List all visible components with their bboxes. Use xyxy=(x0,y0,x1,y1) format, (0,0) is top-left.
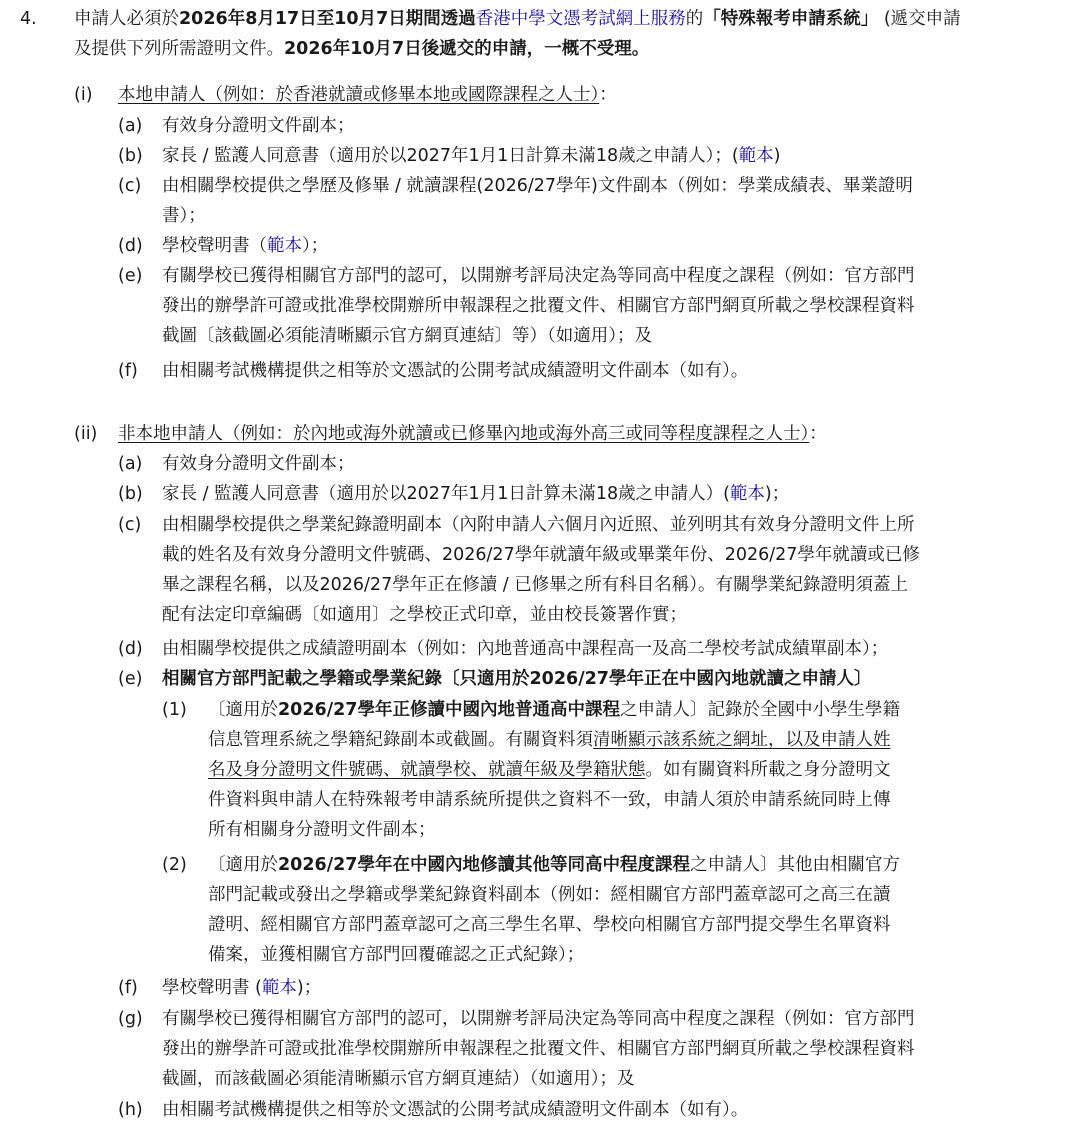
local-item-marker: (c) xyxy=(118,176,142,196)
text-run: 有效身分證明文件副本； xyxy=(162,454,355,474)
nonlocal-item-line xyxy=(162,973,321,1003)
text-run: 備案，並獲相關官方部門回覆確認之正式紀錄）； xyxy=(208,945,585,965)
nonlocal-item-line xyxy=(162,479,789,509)
text-run: 證明、經相關官方部門蓋章認可之高三學生名單、學校向相關官方部門提交學生名單資料 xyxy=(208,915,891,935)
text-run: ）； xyxy=(302,236,329,256)
local-item-line xyxy=(162,171,913,201)
text-run: )； xyxy=(296,978,322,998)
link[interactable]: 範本 xyxy=(738,146,774,166)
text-run: 所有相關身分證明文件副本； xyxy=(208,820,436,840)
local-item-marker: (b) xyxy=(118,146,143,166)
text-run: 學校聲明書（ xyxy=(162,236,267,256)
text-run: 申請人必須於 xyxy=(74,9,179,29)
text-run: 由相關考試機構提供之相等於文憑試的公開考試成績證明文件副本（如有）。 xyxy=(162,1100,749,1120)
text-run: 信息管理系統之學籍紀錄副本或截圖。有關資料須 xyxy=(208,730,593,750)
nonlocal-item-marker: (a) xyxy=(118,454,143,474)
underlined-text: 非本地申請人（例如：於內地或海外就讀或已修畢內地或海外高三或同等程度課程之人士） xyxy=(118,424,810,444)
item4-line xyxy=(74,4,961,34)
text-run: ) xyxy=(773,146,781,166)
nonlocal-item-line xyxy=(162,1095,748,1125)
nonlocal-subitem-line xyxy=(208,910,891,940)
text-run: 之申請人〕其他由相關官方 xyxy=(689,855,900,875)
text-run: 部門記載或發出之學籍或學業紀錄資料副本（例如：經相關官方部門蓋章認可之高三在讀 xyxy=(208,885,891,905)
nonlocal-item-line xyxy=(162,510,915,540)
text-run: ： xyxy=(809,424,827,444)
nonlocal-item-line xyxy=(162,1034,915,1064)
nonlocal-subitem-line xyxy=(208,785,891,815)
nonlocal-subitem-line xyxy=(208,850,900,880)
bold-text: 2026年8月17日至10月7日期間透過 xyxy=(179,9,476,29)
text-run: 家長 / 監護人同意書（適用於以2027年1月1日計算未滿18歲之申請人）( xyxy=(162,484,730,504)
section-i-number: (i) xyxy=(74,85,93,105)
nonlocal-item-line xyxy=(162,449,355,479)
nonlocal-subitem-line xyxy=(208,940,584,970)
text-run: 。如有關資料所載之身分證明文 xyxy=(645,760,891,780)
text-run: 由相關學校提供之成績證明副本（例如：內地普通高中課程高一及高二學校考試成績單副本）； xyxy=(162,639,889,659)
bold-text: 相關官方部門記載之學籍或學業紀錄〔只適用於2026/27學年正在中國內地就讀之申請人〕 xyxy=(162,669,872,689)
text-run: )； xyxy=(764,484,790,504)
local-item-marker: (d) xyxy=(118,236,143,256)
text-run: 畢之課程名稱，以及2026/27學年正在修讀 / 已修畢之所有科目名稱）。有關學業紀錄證明須蓋上 xyxy=(162,575,908,595)
text-run: 〔適用於 xyxy=(208,700,278,720)
local-item-line xyxy=(162,291,915,321)
text-run: ： xyxy=(599,85,617,105)
local-item-line xyxy=(162,261,915,291)
text-run: 載的姓名及有效身分證明文件號碼、2026/27學年就讀年級或畢業年份、2026/27學年就讀或已修 xyxy=(162,545,920,565)
text-run: 有關學校已獲得相關官方部門的認可，以開辦考評局決定為等同高中程度之課程（例如：官方部門 xyxy=(162,266,915,286)
nonlocal-item-marker: (e) xyxy=(118,669,143,689)
nonlocal-item-marker: (f) xyxy=(118,978,138,998)
text-run: 家長 / 監護人同意書（適用於以2027年1月1日計算未滿18歲之申請人）；( xyxy=(162,146,739,166)
local-item-marker: (e) xyxy=(118,266,143,286)
nonlocal-subitem-line xyxy=(208,815,436,845)
local-item-line xyxy=(162,356,748,386)
text-run: 之申請人〕記錄於全國中小學生學籍 xyxy=(619,700,900,720)
text-run: 由相關考試機構提供之相等於文憑試的公開考試成績證明文件副本（如有）。 xyxy=(162,361,749,381)
nonlocal-item-line xyxy=(162,570,908,600)
local-item-line xyxy=(162,111,355,141)
local-item-line xyxy=(162,201,206,231)
bold-text: 2026年10月7日後遞交的申請，一概不受理。 xyxy=(284,39,650,59)
underlined-text: 名及身分證明文件號碼、就讀學校、就讀年級及學籍狀態 xyxy=(208,760,646,780)
local-item-marker: (a) xyxy=(118,116,143,136)
nonlocal-subitem-marker: (1) xyxy=(162,700,187,720)
item4-line xyxy=(74,34,649,64)
nonlocal-item-line xyxy=(162,540,920,570)
text-run: (遞交申請 xyxy=(878,9,961,29)
text-run: 截圖〔該截圖必須能清晰顯示官方網頁連結〕等）（如適用）；及 xyxy=(162,326,652,346)
local-item-line xyxy=(162,231,328,261)
text-run: 學校聲明書 ( xyxy=(162,978,262,998)
nonlocal-item-marker: (g) xyxy=(118,1009,143,1029)
section-ii-heading xyxy=(118,419,827,449)
bold-text: 2026/27學年在中國內地修讀其他等同高中程度課程 xyxy=(278,855,690,875)
nonlocal-item-line xyxy=(162,664,871,694)
nonlocal-item-marker: (c) xyxy=(118,515,142,535)
text-run: 件資料與申請人在特殊報考申請系統所提供之資料不一致，申請人須於申請系統同時上傳 xyxy=(208,790,891,810)
nonlocal-item-line xyxy=(162,1064,635,1094)
link[interactable]: 香港中學文憑考試網上服務 xyxy=(475,9,686,29)
text-run: 配有法定印章編碼〔如適用〕之學校正式印章，並由校長簽署作實； xyxy=(162,605,687,625)
bold-text: 2026/27學年正修讀中國內地普通高中課程 xyxy=(278,700,620,720)
nonlocal-item-line xyxy=(162,600,687,630)
text-run: 發出的辦學許可證或批准學校開辦所申報課程之批覆文件、相關官方部門網頁所載之學校課程資料 xyxy=(162,296,915,316)
text-run: 有效身分證明文件副本； xyxy=(162,116,355,136)
text-run: 〔適用於 xyxy=(208,855,278,875)
text-run: 截圖，而該截圖必須能清晰顯示官方網頁連結）（如適用）；及 xyxy=(162,1069,635,1089)
text-run: 的 xyxy=(685,9,704,29)
nonlocal-item-marker: (d) xyxy=(118,639,143,659)
link[interactable]: 範本 xyxy=(267,236,302,256)
text-run: 及提供下列所需證明文件。 xyxy=(74,39,284,59)
text-run: 發出的辦學許可證或批准學校開辦所申報課程之批覆文件、相關官方部門網頁所載之學校課程資料 xyxy=(162,1039,915,1059)
local-item-marker: (f) xyxy=(118,361,138,381)
local-item-line xyxy=(162,321,652,351)
text-run: 有關學校已獲得相關官方部門的認可，以開辦考評局決定為等同高中程度之課程（例如：官方部門 xyxy=(162,1009,915,1029)
nonlocal-subitem-marker: (2) xyxy=(162,855,187,875)
nonlocal-subitem-line xyxy=(208,695,900,725)
text-run: 由相關學校提供之學歷及修畢 / 就讀課程(2026/27學年)文件副本（例如：學業成績表、畢業證明 xyxy=(162,176,913,196)
nonlocal-item-marker: (h) xyxy=(118,1100,143,1120)
nonlocal-subitem-line xyxy=(208,880,891,910)
link[interactable]: 範本 xyxy=(261,978,297,998)
section-ii-number: (ii) xyxy=(74,424,98,444)
underlined-text: 本地申請人（例如：於香港就讀或修畢本地或國際課程之人士） xyxy=(118,85,600,105)
text-run: 書）； xyxy=(162,206,206,226)
nonlocal-subitem-line xyxy=(208,755,891,785)
text-run: 由相關學校提供之學業紀錄證明副本（內附申請人六個月內近照、並列明其有效身分證明文件上所 xyxy=(162,515,915,535)
bold-text: 「特殊報考申請系統」 xyxy=(703,9,879,29)
underlined-text: 清晰顯示該系統之網址，以及申請人姓 xyxy=(593,730,891,750)
nonlocal-item-line xyxy=(162,1004,915,1034)
nonlocal-item-marker: (b) xyxy=(118,484,143,504)
local-item-line xyxy=(162,141,781,171)
nonlocal-item-line xyxy=(162,634,888,664)
section-i-heading xyxy=(118,80,617,110)
link[interactable]: 範本 xyxy=(729,484,765,504)
nonlocal-subitem-line xyxy=(208,725,891,755)
item-number: 4. xyxy=(20,9,37,29)
